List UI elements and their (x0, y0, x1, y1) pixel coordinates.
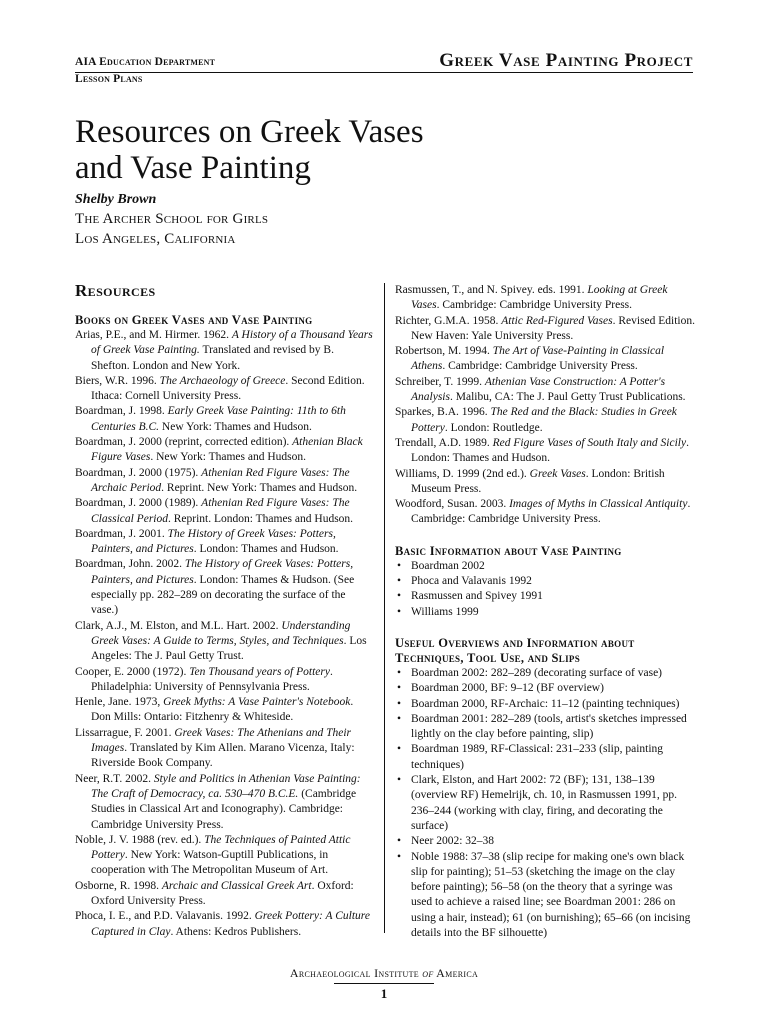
reference-publisher: . Cambridge: Cambridge University Press. (442, 360, 638, 373)
reference-publisher: . Malibu, CA: The J. Paul Getty Trust Publications. (449, 391, 686, 404)
reference-author: Boardman, J. 2001. (75, 527, 168, 540)
reference-title: A History of a Thousand Years of Greek Vase Painting. (91, 329, 373, 357)
reference-title: Greek Vases: The Athenians and Their Images (91, 726, 352, 755)
reference-publisher: . New York: Watson-Guptill Publications, in cooperation with The Metropolitan Museum of Art. (91, 849, 329, 877)
reference-publisher: . Reprint. New York: Thames and Hudson. (161, 481, 358, 494)
reference-publisher: . London: Thames & Hudson. (See especially pp. 282–289 on decorating the surface of the vase.) (91, 573, 355, 617)
reference-entry (75, 833, 375, 879)
reference-title: Red Figure Vases of South Italy and Sicily (492, 436, 687, 449)
reference-author: Neer, R.T. 2002. (75, 772, 154, 785)
reference-author: Boardman, J. 2000 (1975). (75, 466, 202, 479)
title-line-1: Resources on Greek Vases (75, 114, 424, 150)
reference-author: Schreiber, T. 1999. (395, 375, 485, 388)
header-project-title: Greek Vase Painting Project (439, 50, 693, 71)
reference-title: Understanding Greek Vases: A Guide to Terms, Styles, and Techniques (91, 619, 351, 647)
reference-author: Phoca, I. E., and P.D. Valavanis. 1992. (75, 910, 255, 923)
school-name: The Archer School for Girls (75, 211, 269, 227)
reference-title: Greek Pottery: A Culture Captured in Clay (91, 910, 370, 938)
reference-title: Greek Myths: A Vase Painter's Notebook (163, 696, 351, 709)
bullet-item: • Phoca and Valavanis 1992 (395, 574, 695, 589)
bullet-item: • Neer 2002: 32–38 (395, 834, 695, 849)
reference-entry (75, 466, 375, 497)
books-list-left (75, 328, 375, 940)
reference-entry (75, 527, 375, 558)
reference-author: Sparkes, B.A. 1996. (395, 406, 491, 419)
reference-publisher: . London: British Museum Press. (411, 467, 665, 495)
bullet-item: • Williams 1999 (395, 605, 695, 620)
reference-publisher: . Don Mills: Ontario: Fitzhenry & Whiteside. (91, 696, 354, 724)
reference-title: The History of Greek Vases: Potters, Painters, and Pictures (91, 558, 354, 586)
reference-title: Images of Myths in Classical Antiquity (509, 498, 688, 511)
footer-organization (0, 966, 768, 981)
reference-publisher: New York: Thames and Hudson. (159, 420, 312, 433)
reference-entry (395, 344, 695, 375)
reference-entry (395, 283, 695, 314)
reference-title: Greek Vases (529, 467, 586, 480)
reference-title: The Archaeology of Greece (159, 374, 286, 387)
reference-entry (395, 375, 695, 406)
reference-entry (75, 496, 375, 527)
reference-title: Athenian Red Figure Vases: The Classical Period (91, 497, 350, 525)
basic-info-heading: Basic Information about Vase Painting (395, 543, 622, 558)
header-rule (75, 72, 693, 73)
header-department: AIA Education Department (75, 56, 216, 68)
reference-entry (395, 405, 695, 436)
reference-author: Boardman, J. 1998. (75, 405, 168, 418)
useful-overviews-heading (395, 636, 695, 666)
reference-entry (75, 374, 375, 405)
reference-author: Boardman, J. 2000 (reprint, corrected edition). (75, 436, 293, 449)
reference-publisher: . Philadelphia: University of Pennsylvania Press. (91, 665, 333, 693)
reference-publisher: . Oxford: Oxford University Press. (91, 879, 354, 907)
bullet-item: • Boardman 1989, RF-Classical: 231–233 (slip, painting techniques) (395, 742, 695, 773)
reference-author: Henle, Jane. 1973, (75, 696, 164, 709)
useful-overviews-list (395, 666, 695, 941)
bullet-item: • Clark, Elston, and Hart 2002: 72 (BF); 131, 138–139 (overview RF) Hemelrijk, ch. 10, in Rasmussen 1991, pp. 236–244 (working with clay, firing, and decorating the surface) (395, 773, 695, 834)
page-number: 1 (380, 986, 388, 1001)
bullet-item: • Boardman 2001: 282–289 (tools, artist's sketches impressed lightly on the clay before painting, slip) (395, 712, 695, 743)
reference-entry (75, 328, 375, 374)
reference-author: Biers, W.R. 1996. (75, 374, 160, 387)
reference-publisher: . Cambridge: Cambridge University Press. (411, 498, 691, 526)
basic-info-list (395, 559, 695, 620)
bullet-item: • Boardman 2000, RF-Archaic: 11–12 (painting techniques) (395, 697, 695, 712)
reference-author: Osborne, R. 1998. (75, 879, 162, 892)
reference-author: Arias, P.E., and M. Hirmer. 1962. (75, 329, 232, 341)
footer-org-pre: Archaeological Institute (289, 966, 423, 980)
reference-title: Looking at Greek Vases (411, 284, 668, 312)
reference-title: Archaic and Classical Greek Art (161, 879, 312, 892)
reference-entry (75, 909, 375, 940)
reference-entry (75, 619, 375, 665)
reference-author: Richter, G.M.A. 1958. (395, 314, 502, 327)
reference-title: The Art of Vase-Painting in Classical Athens (411, 345, 665, 373)
reference-author: Woodford, Susan. 2003. (395, 498, 510, 511)
reference-publisher: . London: Routledge. (444, 421, 543, 434)
reference-publisher: Translated and revised by B. Shefton. London and New York. (91, 344, 334, 372)
reference-entry (395, 497, 695, 528)
reference-title: Athenian Red Figure Vases: The Archaic Period (91, 466, 350, 494)
reference-publisher: . Second Edition. Ithaca: Cornell University Press. (91, 374, 365, 403)
reference-entry (75, 665, 375, 696)
useful-heading-line-2: Techniques, Tool Use, and Slips (395, 650, 581, 665)
reference-author: Clark, A.J., M. Elston, and M.L. Hart. 2002. (75, 619, 282, 632)
reference-publisher: . Athens: Kedros Publishers. (170, 925, 302, 938)
resources-heading: Resources (75, 281, 156, 300)
reference-author: Williams, D. 1999 (2nd ed.). (395, 467, 530, 480)
reference-author: Cooper, E. 2000 (1972). (75, 665, 190, 678)
left-column (75, 281, 375, 940)
reference-author: Rasmussen, T., and N. Spivey. eds. 1991. (395, 284, 588, 296)
header-lesson-plans: Lesson Plans (75, 73, 143, 85)
reference-title: The Red and the Black: Studies in Greek Pottery (411, 406, 677, 434)
reference-title: The Techniques of Painted Attic Pottery (91, 833, 351, 862)
reference-publisher: (Cambridge Studies in Classical Art and Iconography). Cambridge: Cambridge University Press. (91, 787, 357, 831)
reference-publisher: . Translated by Kim Allen. Marano Vicenza, Italy: Riverside Book Company. (91, 742, 355, 770)
reference-title: Ten Thousand years of Pottery (189, 665, 330, 678)
useful-heading-line-1: Useful Overviews and Information about (395, 635, 635, 650)
reference-publisher: . Cambridge: Cambridge University Press. (436, 299, 633, 312)
reference-publisher: . London: Thames and Hudson. (193, 543, 339, 556)
reference-title: Athenian Vase Construction: A Potter's Analysis (411, 375, 666, 404)
reference-author: Boardman, J. 2000 (1989). (75, 497, 202, 510)
bullet-item: • Boardman 2000, BF: 9–12 (BF overview) (395, 681, 695, 696)
footer-org-of: of (422, 966, 434, 980)
reference-entry (75, 695, 375, 726)
reference-publisher: . Reprint. London: Thames and Hudson. (168, 512, 354, 525)
school-location: Los Angeles, California (75, 231, 236, 247)
title-line-2: and Vase Painting (75, 150, 311, 186)
reference-title: The History of Greek Vases: Potters, Painters, and Pictures (91, 527, 336, 556)
reference-author: Lissarrague, F. 2001. (75, 726, 175, 739)
reference-entry (75, 879, 375, 910)
reference-entry (75, 726, 375, 772)
footer-org-post: America (433, 966, 479, 980)
reference-author: Boardman, John. 2002. (75, 558, 185, 571)
reference-author: Robertson, M. 1994. (395, 345, 493, 358)
reference-publisher: . Los Angeles: The J. Paul Getty Trust. (91, 634, 367, 663)
reference-entry (395, 436, 695, 467)
page-title (75, 114, 424, 186)
footer-rule (334, 983, 434, 984)
reference-entry (395, 314, 695, 345)
column-divider (384, 283, 385, 933)
reference-title: Style and Politics in Athenian Vase Painting: The Craft of Democracy, ca. 530–470 B.C.E. (91, 772, 361, 800)
reference-publisher: . New York: Thames and Hudson. (150, 451, 306, 464)
bullet-item: • Boardman 2002: 282–289 (decorating surface of vase) (395, 666, 695, 681)
right-column (395, 283, 695, 941)
bullet-item: • Noble 1988: 37–38 (slip recipe for making one's own black slip for painting); 51–53 (sketching the image on the clay before painting); 56–58 (on the theory that a syringe was used to achieve a raised line; see Boardman 2001: 286 on using a hair, instead); 61 (on burnishing); 65–66 (on incising details into the BF silhouette) (395, 850, 695, 942)
reference-author: Trendall, A.D. 1989. (395, 436, 493, 449)
reference-title: Attic Red-Figured Vases (501, 314, 613, 327)
reference-entry (75, 435, 375, 466)
bullet-item: • Boardman 2002 (395, 559, 695, 574)
books-list-right (395, 283, 695, 528)
reference-entry (75, 404, 375, 435)
reference-publisher: . London: Thames and Hudson. (411, 436, 689, 465)
reference-title: Athenian Black Figure Vases (91, 436, 363, 464)
reference-publisher: . Revised Edition. New Haven: Yale University Press. (411, 314, 696, 342)
reference-author: Noble, J. V. 1988 (rev. ed.). (75, 833, 205, 846)
bullet-item: • Rasmussen and Spivey 1991 (395, 589, 695, 604)
reference-entry (395, 467, 695, 498)
author-name: Shelby Brown (75, 192, 157, 207)
reference-title: Early Greek Vase Painting: 11th to 6th Centuries B.C. (91, 405, 346, 433)
reference-entry (75, 557, 375, 618)
books-heading: Books on Greek Vases and Vase Painting (75, 313, 313, 327)
reference-entry (75, 772, 375, 833)
